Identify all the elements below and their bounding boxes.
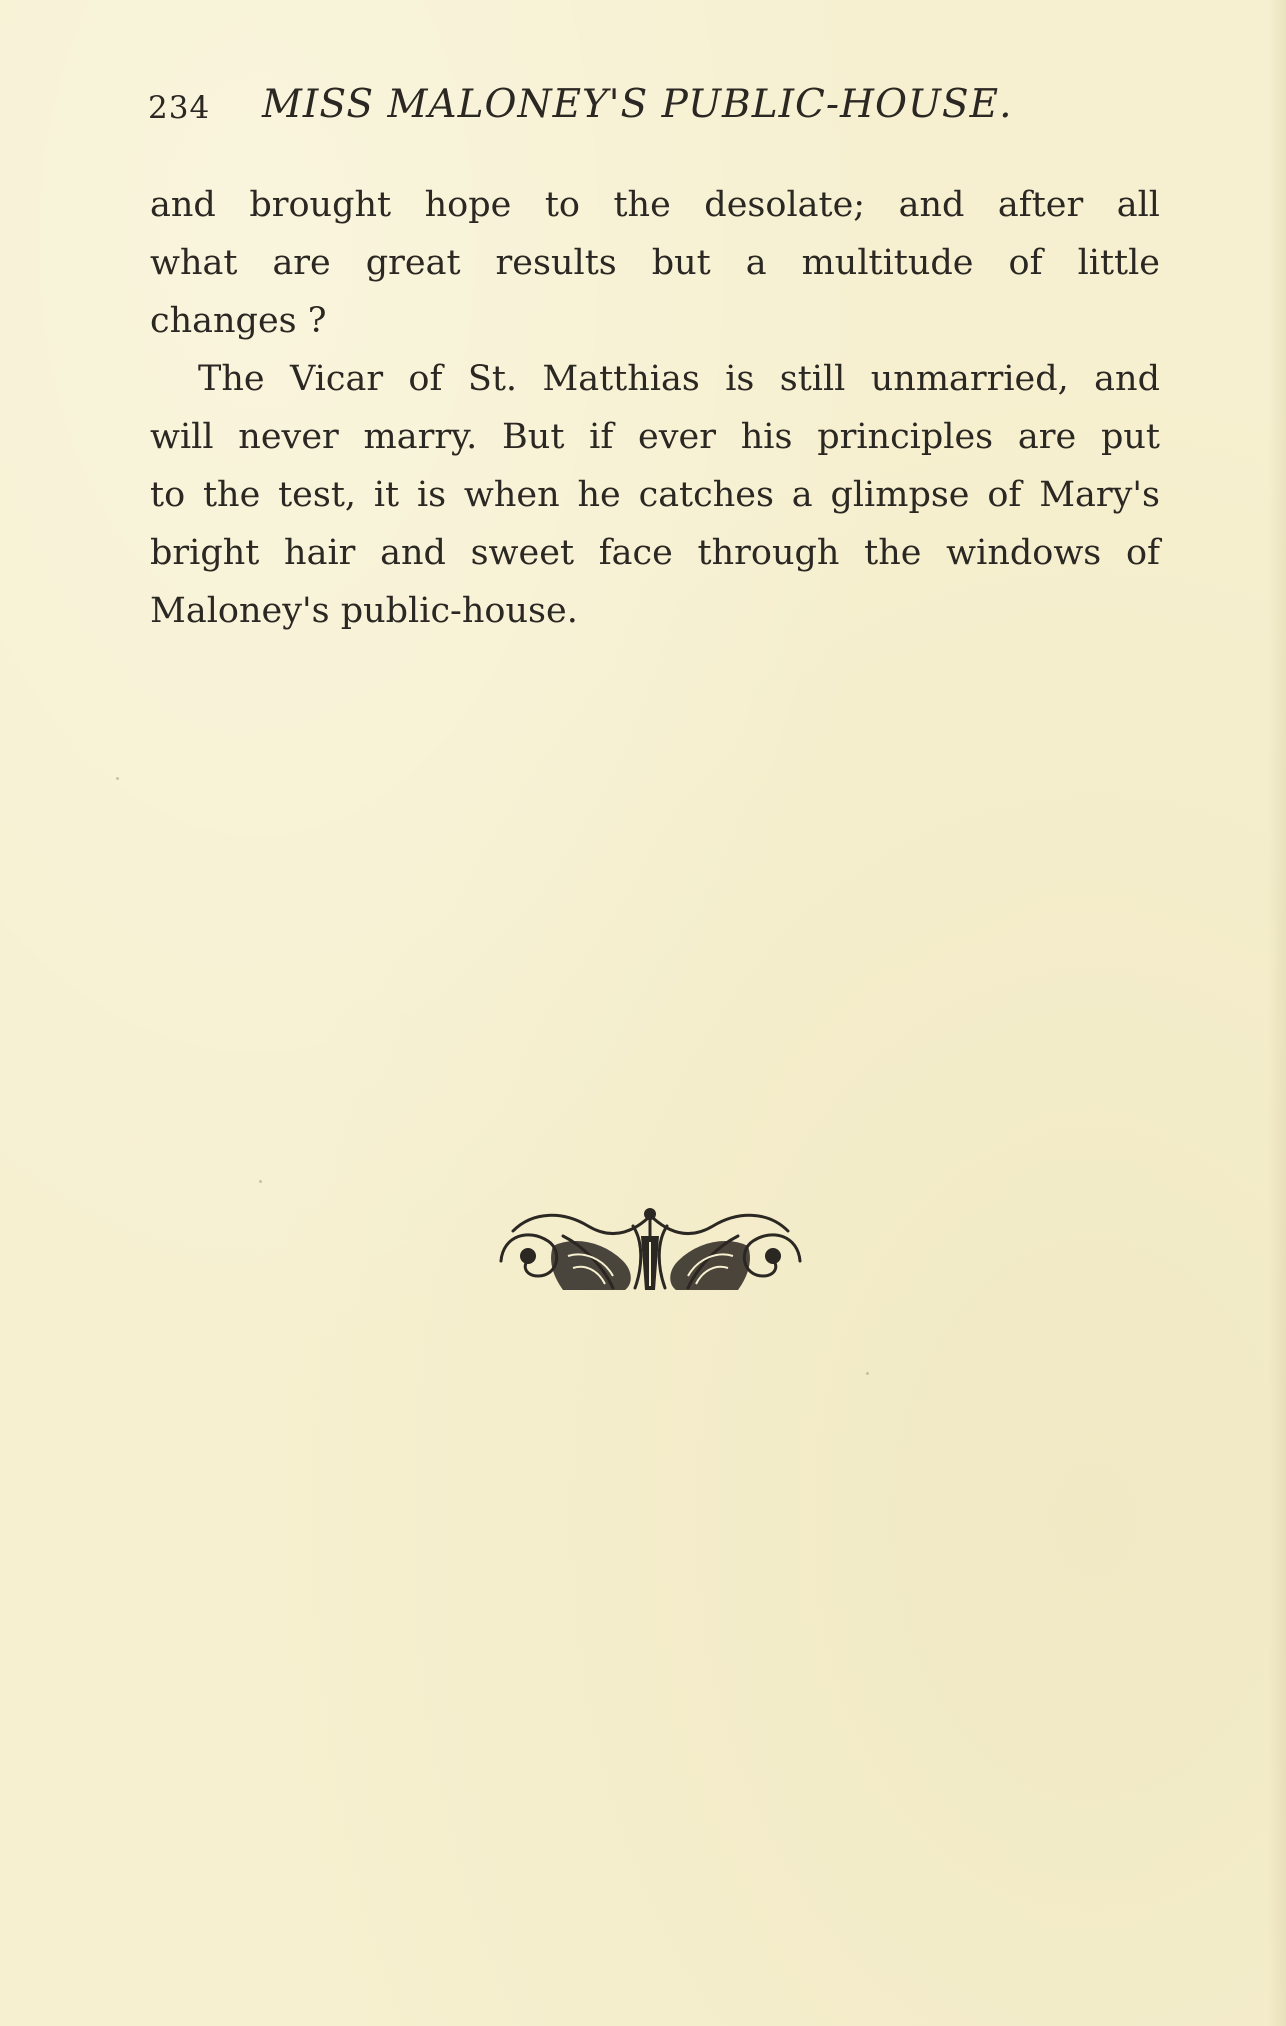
vignette-ornament-icon <box>493 1206 808 1294</box>
body-text <box>150 176 1160 640</box>
text-line: The Vicar of St. Matthias is still unmarried, and <box>198 359 1160 399</box>
text-line: to the test, it is when he catches a glimpse of Mary's <box>150 475 1160 515</box>
text-line: changes ? <box>150 301 327 341</box>
running-title: MISS MALONEY'S PUBLIC-HOUSE. <box>262 82 1013 127</box>
paper-speck <box>259 1180 262 1183</box>
text-line: what are great results but a multitude of little <box>150 243 1160 283</box>
paper-speck <box>116 777 119 780</box>
page-edge-shadow <box>1268 0 1286 2026</box>
running-header <box>148 82 1048 132</box>
text-line: and brought hope to the desolate; and after all <box>150 185 1160 225</box>
page-number: 234 <box>148 90 211 126</box>
text-line: bright hair and sweet face through the windows of <box>150 533 1160 573</box>
text-line: will never marry. But if ever his principles are put <box>150 417 1160 457</box>
text-line: Maloney's public-house. <box>150 591 578 631</box>
paper-speck <box>866 1372 869 1375</box>
